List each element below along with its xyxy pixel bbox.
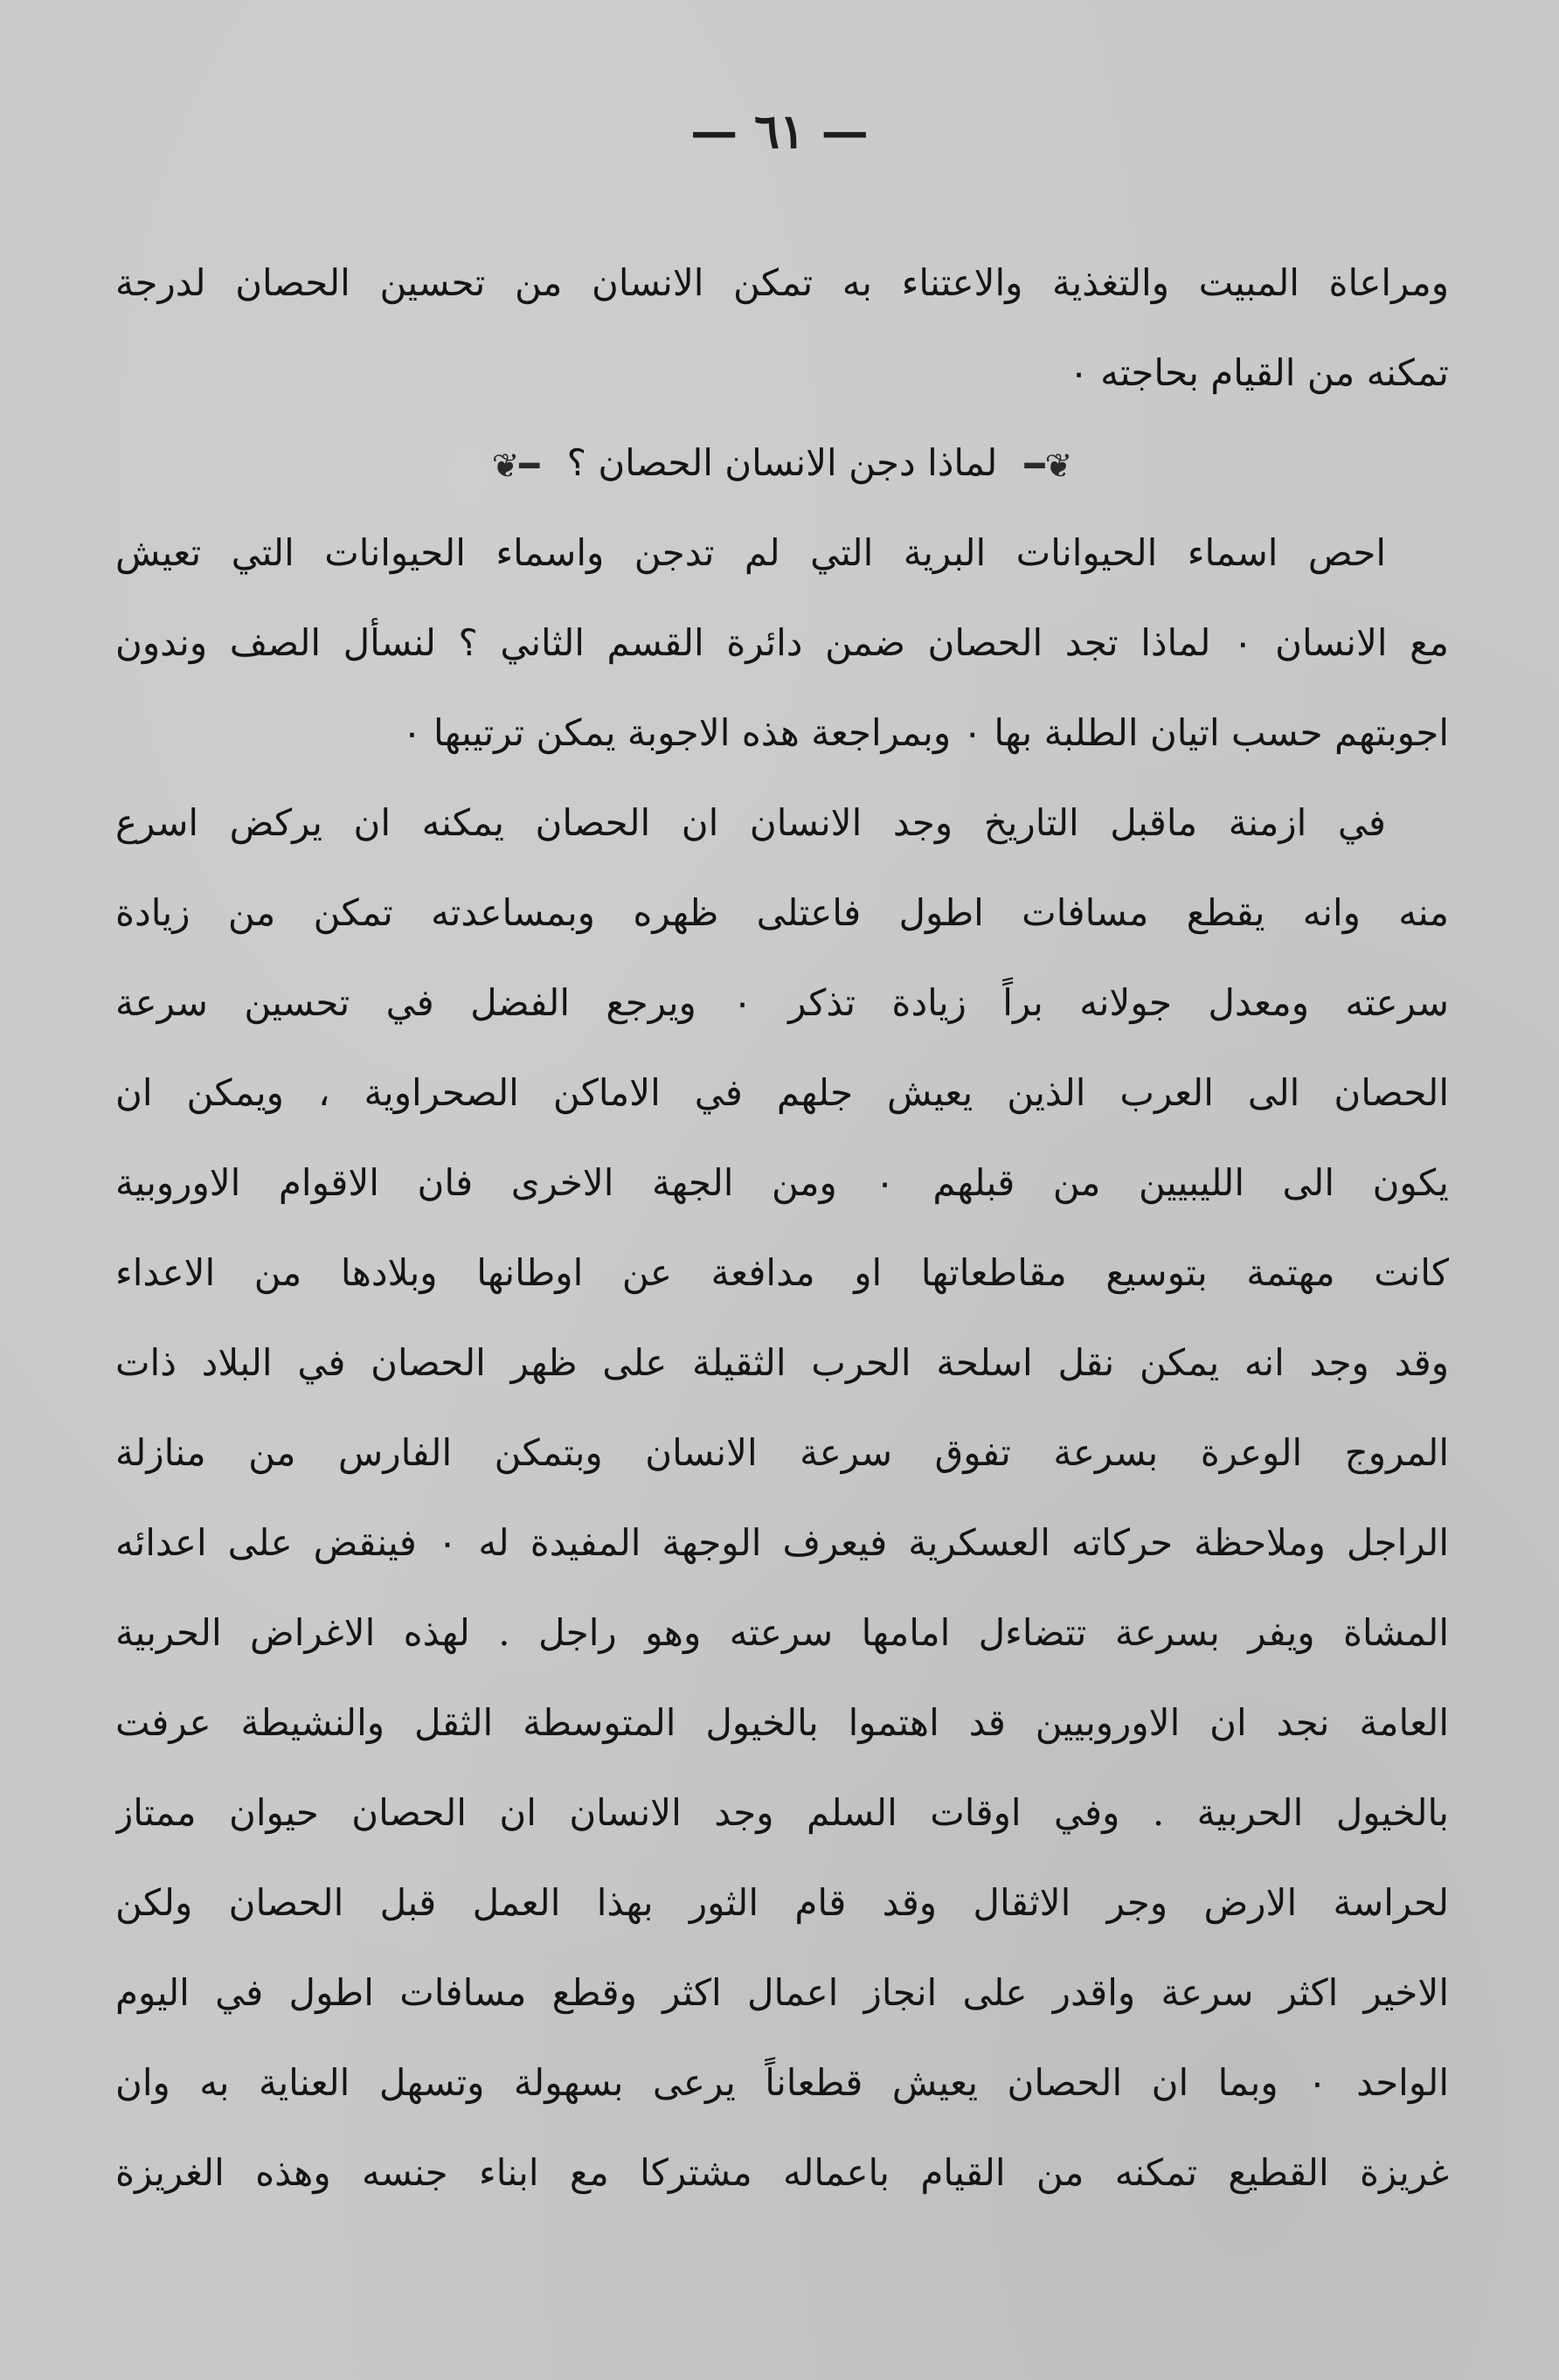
text-line: الحصان الى العرب الذين يعيش جلهم في الاماكن الصحراوية ، ويمكن ان	[115, 1071, 1449, 1114]
text-line: منه وانه يقطع مسافات اطول فاعتلى ظهره وبمساعدته تمكن من زيادة	[115, 891, 1449, 934]
body-text	[115, 238, 1449, 2217]
text-line: العامة نجد ان الاوروبيين قد اهتموا بالخيول المتوسطة الثقل والنشيطة عرفت	[115, 1701, 1449, 1744]
text-line: بالخيول الحربية . وفي اوقات السلم وجد الانسان ان الحصان حيوان ممتاز	[115, 1791, 1449, 1834]
text-line: ومراعاة المبيت والتغذية والاعتناء به تمكن الانسان من تحسين الحصان لدرجة	[115, 261, 1449, 304]
text-line: الواحد ٠ وبما ان الحصان يعيش قطعاناً يرعى بسهولة وتسهل العناية به وان	[115, 2061, 1449, 2104]
text-line: اجوبتهم حسب اتيان الطلبة بها ٠ وبمراجعة هذه الاجوبة يمكن ترتيبها ٠	[402, 711, 1449, 754]
text-line: وقد وجد انه يمكن نقل اسلحة الحرب الثقيلة على ظهر الحصان في البلاد ذات	[115, 1341, 1449, 1384]
section-heading-text: لماذا دجن الانسان الحصان ؟	[566, 441, 998, 484]
text-line: لحراسة الارض وجر الاثقال وقد قام الثور بهذا العمل قبل الحصان ولكن	[115, 1881, 1449, 1924]
page-number: — ٦١ —	[690, 103, 869, 159]
text-line: سرعته ومعدل جولانه براً زيادة تذكر ٠ ويرجع الفضل في تحسين سرعة	[115, 981, 1449, 1024]
text-line: يكون الى الليبيين من قبلهم ٠ ومن الجهة الاخرى فان الاقوام الاوروبية	[115, 1161, 1449, 1204]
text-line: المشاة ويفر بسرعة تتضاءل امامها سرعته وهو راجل . لهذه الاغراض الحربية	[115, 1611, 1449, 1654]
ornament-left-icon: ━❦	[491, 446, 540, 485]
text-line: المروج الوعرة بسرعة تفوق سرعة الانسان وبتمكن الفارس من منازلة	[115, 1431, 1449, 1474]
text-line: كانت مهتمة بتوسيع مقاطعاتها او مدافعة عن اوطانها وبلادها من الاعداء	[115, 1251, 1449, 1294]
text-line: الاخير اكثر سرعة واقدر على انجاز اعمال اكثر وقطع مسافات اطول في اليوم	[115, 1971, 1449, 2014]
section-heading	[115, 418, 1449, 508]
ornament-right-icon: ❦━	[1024, 446, 1073, 485]
text-line: تمكنه من القيام بحاجته ٠	[1069, 351, 1449, 394]
text-line: غريزة القطيع تمكنه من القيام باعماله مشتركا مع ابناء جنسه وهذه الغريزة	[115, 2151, 1449, 2194]
text-line: في ازمنة ماقبل التاريخ وجد الانسان ان الحصان يمكنه ان يركض اسرع	[115, 801, 1386, 844]
text-line: احص اسماء الحيوانات البرية التي لم تدجن واسماء الحيوانات التي تعيش	[115, 531, 1386, 574]
text-line: الراجل وملاحظة حركاته العسكرية فيعرف الوجهة المفيدة له ٠ فينقض على اعدائه	[115, 1521, 1449, 1564]
text-line: مع الانسان ٠ لماذا تجد الحصان ضمن دائرة القسم الثاني ؟ لنسأل الصف وندون	[115, 621, 1449, 664]
